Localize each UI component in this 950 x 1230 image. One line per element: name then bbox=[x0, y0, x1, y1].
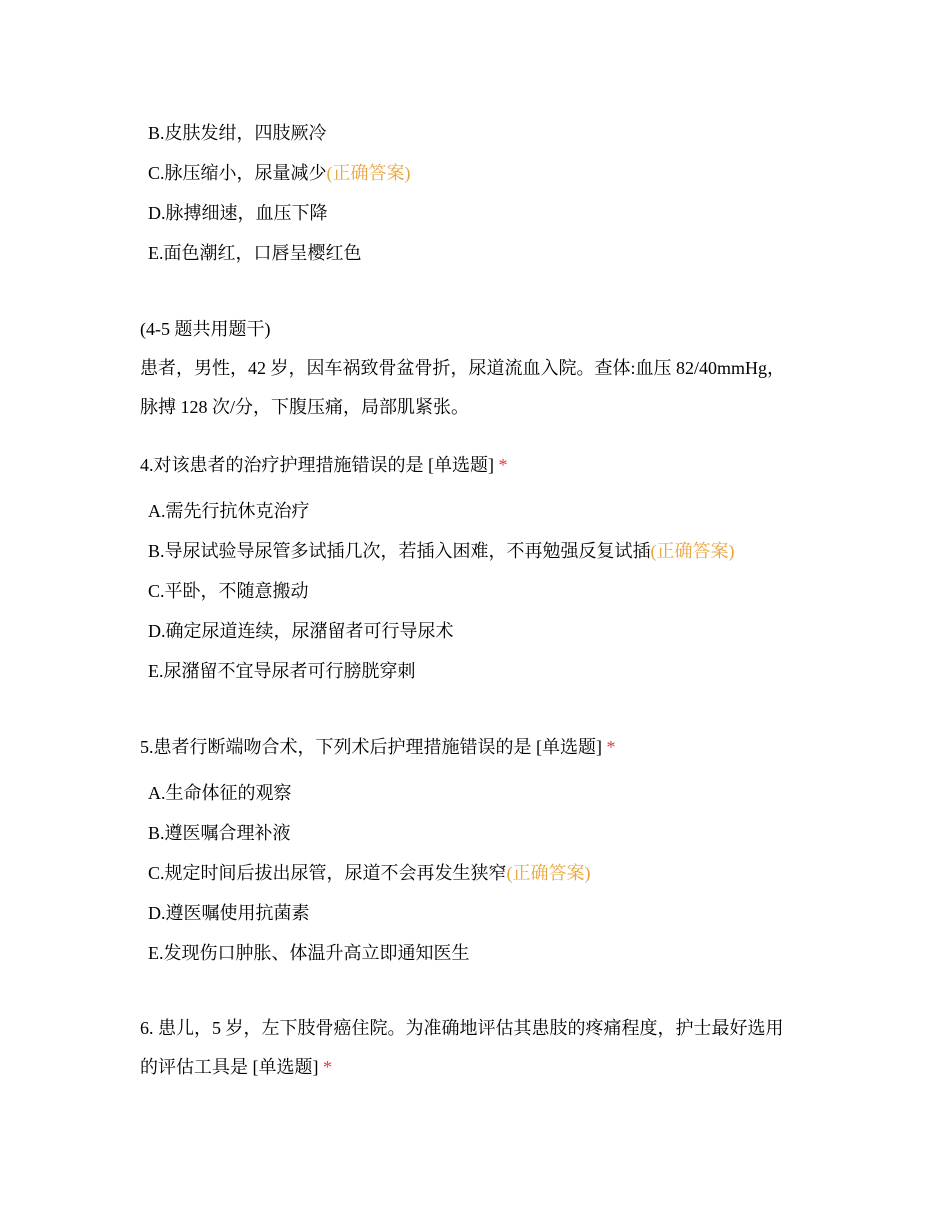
option-text: D.脉搏细速，血压下降 bbox=[148, 203, 328, 223]
q4-option-d bbox=[148, 620, 454, 642]
option-text: C.脉压缩小，尿量减少 bbox=[148, 163, 327, 183]
question-text: 的评估工具是 [单选题] bbox=[140, 1057, 319, 1077]
option-text: E.尿潴留不宜导尿者可行膀胱穿刺 bbox=[148, 661, 416, 681]
shared-stem-label: (4-5 题共用题干) bbox=[140, 319, 271, 339]
q3-option-b bbox=[148, 122, 327, 144]
q5-option-a bbox=[148, 782, 292, 804]
correct-answer-tag: (正确答案) bbox=[506, 863, 591, 883]
option-text: B.皮肤发绀，四肢厥冷 bbox=[148, 123, 327, 143]
correct-answer-tag: (正确答案) bbox=[326, 163, 411, 183]
q4-option-b bbox=[148, 540, 735, 562]
q4-option-c bbox=[148, 580, 309, 602]
option-text: D.确定尿道连续，尿潴留者可行导尿术 bbox=[148, 621, 454, 641]
q5-option-b bbox=[148, 822, 291, 844]
q4-stem bbox=[140, 454, 508, 476]
shared-stem-line-2: 脉搏 128 次/分，下腹压痛，局部肌紧张。 bbox=[140, 397, 469, 417]
option-text: B.遵医嘱合理补液 bbox=[148, 823, 291, 843]
q4-option-a bbox=[148, 500, 310, 522]
option-text: D.遵医嘱使用抗菌素 bbox=[148, 903, 310, 923]
correct-answer-tag: (正确答案) bbox=[650, 541, 735, 561]
option-text: C.规定时间后拔出尿管，尿道不会再发生狭窄 bbox=[148, 863, 507, 883]
shared-stem-line-1: 患者，男性，42 岁，因车祸致骨盆骨折，尿道流血入院。查体:血压 82/40mmHg， bbox=[140, 358, 785, 378]
required-star: * bbox=[606, 737, 616, 757]
question-text: 5.患者行断端吻合术，下列术后护理措施错误的是 [单选题] bbox=[140, 737, 602, 757]
required-star: * bbox=[498, 455, 508, 475]
option-text: E.发现伤口肿胀、体温升高立即通知医生 bbox=[148, 943, 470, 963]
q3-option-c bbox=[148, 162, 411, 184]
q4-option-e bbox=[148, 660, 416, 682]
question-text: 4.对该患者的治疗护理措施错误的是 [单选题] bbox=[140, 455, 494, 475]
q6-stem-line-2 bbox=[140, 1056, 332, 1078]
option-text: A.需先行抗休克治疗 bbox=[148, 501, 310, 521]
q5-option-e bbox=[148, 942, 470, 964]
q6-stem-line-1: 6. 患儿，5 岁，左下肢骨癌住院。为准确地评估其患肢的疼痛程度，护士最好选用 bbox=[140, 1018, 784, 1038]
q3-option-d bbox=[148, 202, 328, 224]
required-star: * bbox=[323, 1057, 332, 1077]
option-text: E.面色潮红，口唇呈樱红色 bbox=[148, 243, 362, 263]
q5-option-c bbox=[148, 862, 591, 884]
option-text: B.导尿试验导尿管多试插几次，若插入困难，不再勉强反复试插 bbox=[148, 541, 651, 561]
option-text: A.生命体征的观察 bbox=[148, 783, 292, 803]
q5-option-d bbox=[148, 902, 310, 924]
option-text: C.平卧，不随意搬动 bbox=[148, 581, 309, 601]
q5-stem bbox=[140, 736, 616, 758]
q3-option-e bbox=[148, 242, 362, 264]
